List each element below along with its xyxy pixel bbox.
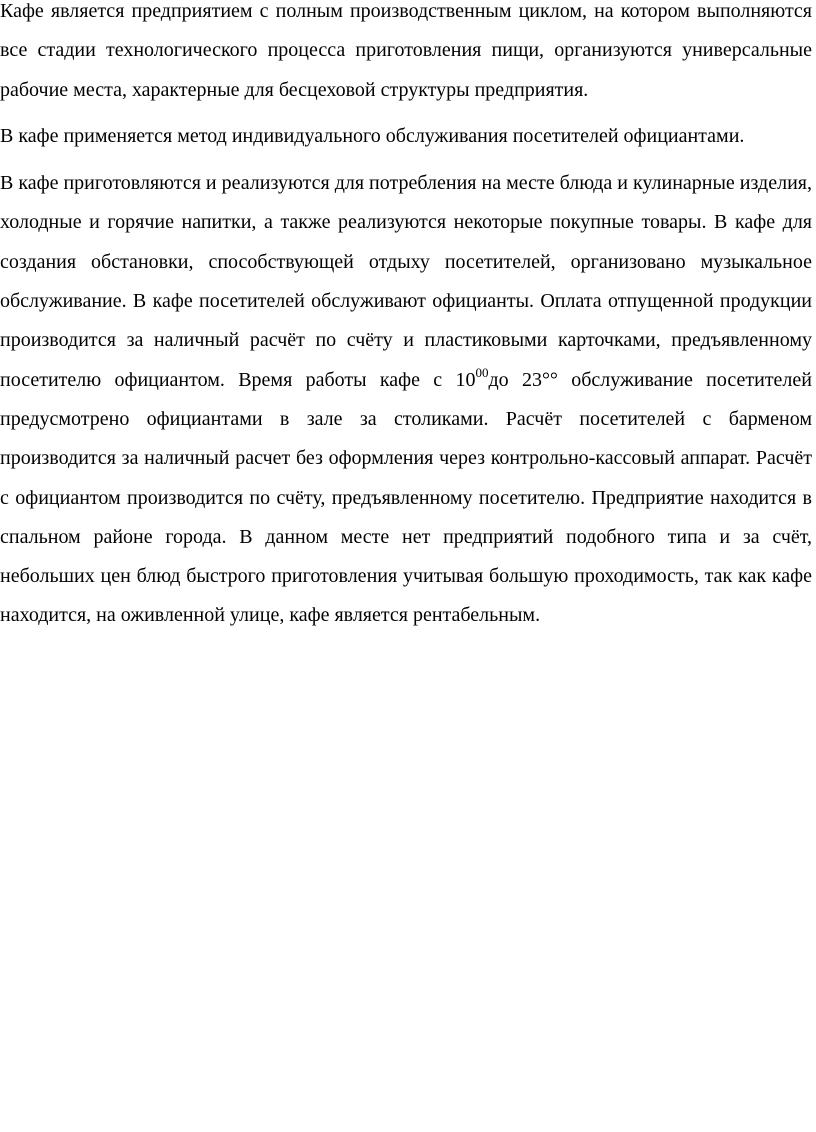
operations-text-part1: В кафе приготовляются и реализуются для потребления на месте блюда и кулинарные изделия, холодные и горячие напитки, а также реализуются некоторые покупные товары. В кафе для создания обстановки, способствующей отдыху посетителей, организовано музыкальное обслуживание. В кафе посетителей обслуживают официанты. Оплата отпущенной продукции производится за наличный расчёт по счёту и пластиковыми карточками, предъявленному посетителю официантом. Время работы кафе с — [0, 172, 812, 391]
paragraph-cafe-operations — [0, 164, 812, 636]
opening-minutes: 00 — [475, 365, 489, 381]
paragraph-enterprise-description: Кафе является предприятием с полным производственным циклом, на котором выполняются все стадии технологического процесса приготовления пищи, организуются универсальные рабочие места, характерные для бесцеховой структуры предприятия. — [0, 0, 812, 101]
operations-text-part2: до — [488, 368, 522, 391]
paragraph-service-method: В кафе применяется метод индивидуального обслуживания посетителей официантами. — [0, 125, 745, 148]
opening-hour: 10 — [455, 368, 476, 391]
operations-text-part3: обслуживание посетителей предусмотрено официантами в зале за столиками. Расчёт посетителей с барменом производится за наличный расчет без оформления через контрольно-кассовый аппарат. Расчёт с официантом производится по счёту, предъявленному посетителю. Предприятие находится в спальном районе города. В данном месте нет предприятий подобного типа и за счёт, небольших цен блюд быстрого приготовления учитывая большую проходимость, так как кафе находится, на оживленной улице, кафе является рентабельным. — [0, 368, 812, 627]
closing-time: 23°° — [521, 368, 558, 391]
